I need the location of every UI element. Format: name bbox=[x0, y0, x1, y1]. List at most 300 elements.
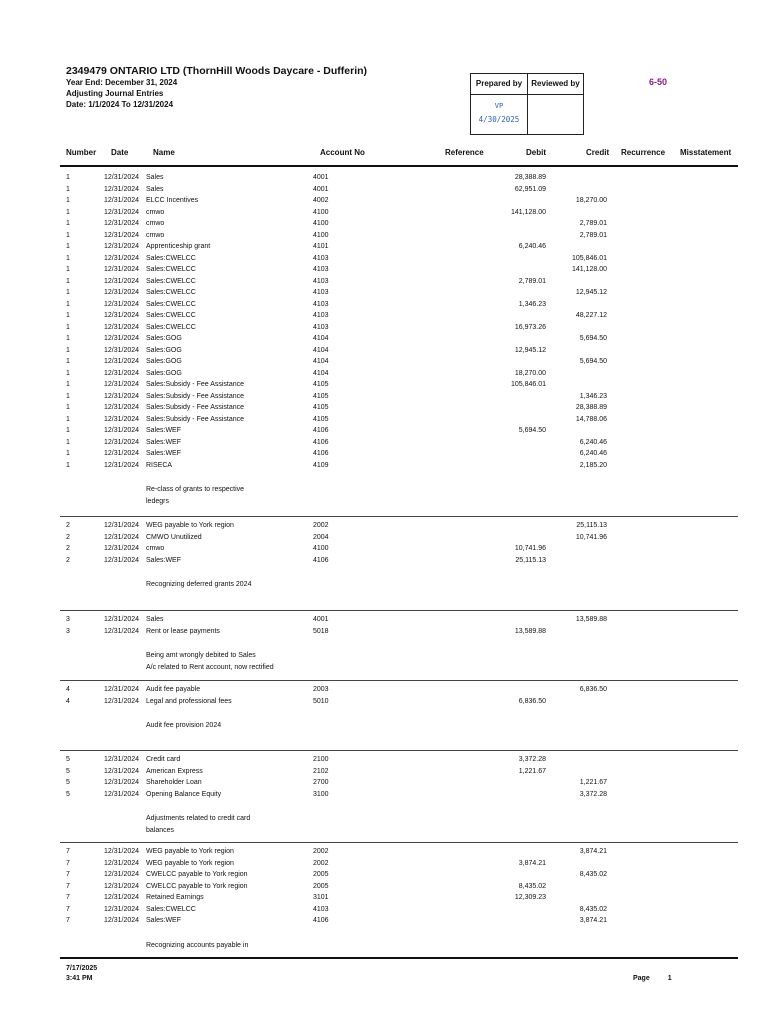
entry-memo: Recognizing deferred grants 2024 bbox=[146, 581, 252, 588]
journal-line bbox=[0, 869, 768, 881]
journal-line bbox=[0, 253, 768, 265]
account-number: 4106 bbox=[313, 450, 329, 457]
credit-amount: 1,221.67 bbox=[579, 779, 607, 786]
report-title: Adjusting Journal Entries bbox=[66, 89, 164, 98]
account-name: Sales:WEF bbox=[146, 450, 182, 457]
account-name: Sales:CWELCC bbox=[146, 323, 196, 331]
entry-number: 1 bbox=[66, 415, 70, 423]
entry-number: 1 bbox=[66, 185, 70, 193]
entry-number: 1 bbox=[66, 335, 70, 342]
page-indicator bbox=[633, 975, 672, 982]
account-number: 4104 bbox=[313, 335, 329, 342]
entry-number: 1 bbox=[66, 289, 70, 296]
account-name: Sales:CWELCC bbox=[146, 312, 196, 319]
account-number: 5018 bbox=[313, 627, 329, 635]
journal-line bbox=[0, 684, 768, 696]
entry-number: 4 bbox=[66, 686, 70, 693]
entry-number: 7 bbox=[66, 871, 70, 878]
journal-line bbox=[0, 207, 768, 219]
credit-amount: 25,115.13 bbox=[576, 522, 607, 529]
account-name: Sales bbox=[146, 174, 164, 181]
entry-date: 12/31/2024 bbox=[104, 767, 140, 775]
debit-amount: 141,128.00 bbox=[510, 208, 546, 216]
debit-amount: 12,945.12 bbox=[514, 346, 546, 354]
journal-line bbox=[0, 754, 768, 766]
entry-number: 1 bbox=[66, 220, 70, 227]
entry-number: 4 bbox=[66, 697, 70, 705]
account-number: 2002 bbox=[313, 522, 329, 529]
journal-line bbox=[0, 322, 768, 334]
entry-memo: ledegrs bbox=[146, 497, 169, 505]
account-number: 4103 bbox=[313, 254, 329, 262]
entry-number: 1 bbox=[66, 369, 70, 377]
account-number: 4001 bbox=[313, 616, 329, 623]
prepared-by-label: Prepared by bbox=[471, 74, 528, 95]
account-number: 4100 bbox=[313, 220, 329, 227]
account-name: Sales:Subsidy - Fee Assistance bbox=[146, 404, 245, 411]
header-rule bbox=[60, 165, 738, 167]
journal-line bbox=[0, 437, 768, 449]
account-number: 2005 bbox=[313, 871, 329, 878]
entry-number: 7 bbox=[66, 859, 70, 867]
account-name: Sales:CWELCC bbox=[146, 300, 196, 308]
account-name: Sales:CWELCC bbox=[146, 254, 196, 262]
account-name: American Express bbox=[146, 767, 203, 775]
journal-line bbox=[0, 789, 768, 801]
entry-number: 1 bbox=[66, 197, 70, 204]
account-name: Sales:Subsidy - Fee Assistance bbox=[146, 381, 245, 388]
report-header bbox=[66, 65, 367, 110]
journal-line bbox=[0, 543, 768, 555]
credit-amount: 2,789.01 bbox=[579, 231, 607, 239]
entry-date: 12/31/2024 bbox=[104, 335, 140, 342]
entry-date: 12/31/2024 bbox=[104, 381, 140, 388]
debit-amount: 8,435.02 bbox=[518, 882, 546, 890]
workpaper-reference: 6-50 bbox=[649, 77, 668, 87]
year-end: Year End: December 31, 2024 bbox=[66, 78, 178, 87]
credit-amount: 141,128.00 bbox=[571, 266, 607, 273]
credit-amount: 18,270.00 bbox=[575, 197, 607, 204]
debit-amount: 28,388.89 bbox=[514, 174, 546, 181]
account-number: 4103 bbox=[313, 312, 329, 319]
account-name: Sales:WEF bbox=[146, 427, 182, 434]
journal-line bbox=[0, 264, 768, 276]
account-name: Sales:Subsidy - Fee Assistance bbox=[146, 415, 245, 423]
account-number: 4106 bbox=[313, 917, 329, 924]
entry-date: 12/31/2024 bbox=[104, 323, 140, 331]
account-name: cmwo bbox=[146, 231, 165, 239]
entry-date: 12/31/2024 bbox=[104, 556, 140, 564]
account-name: Sales:WEF bbox=[146, 556, 182, 564]
entry-date: 12/31/2024 bbox=[104, 358, 140, 365]
debit-amount: 12,309.23 bbox=[514, 894, 546, 901]
date-range: Date: 1/1/2024 To 12/31/2024 bbox=[66, 100, 174, 109]
debit-amount: 13,589.88 bbox=[514, 627, 546, 635]
journal-line bbox=[0, 345, 768, 357]
entry-memo: Adjustments related to credit card bbox=[146, 815, 251, 822]
journal-line bbox=[0, 287, 768, 299]
entry-number: 1 bbox=[66, 254, 70, 262]
account-number: 4001 bbox=[313, 185, 329, 193]
credit-amount: 3,874.21 bbox=[579, 917, 607, 924]
account-name: Opening Balance Equity bbox=[146, 790, 222, 798]
credit-amount: 12,945.12 bbox=[575, 289, 607, 296]
account-number: 4101 bbox=[313, 243, 329, 250]
account-number: 2102 bbox=[313, 767, 329, 775]
account-number: 2003 bbox=[313, 686, 329, 693]
journal-line bbox=[0, 766, 768, 778]
account-number: 4103 bbox=[313, 266, 329, 273]
entry-number: 2 bbox=[66, 533, 70, 541]
account-name: Sales:WEF bbox=[146, 917, 182, 924]
debit-amount: 6,836.50 bbox=[518, 697, 546, 705]
entry-number: 7 bbox=[66, 905, 70, 913]
journal-line bbox=[0, 310, 768, 322]
entry-date: 12/31/2024 bbox=[104, 871, 140, 878]
entry-number: 5 bbox=[66, 767, 70, 775]
entry-memo: Being amt wrongly debited to Sales bbox=[146, 652, 256, 659]
journal-line bbox=[0, 402, 768, 414]
account-name: ELCC Incentives bbox=[146, 197, 199, 204]
account-number: 4100 bbox=[313, 208, 329, 216]
account-name: Credit card bbox=[146, 756, 181, 763]
entry-date: 12/31/2024 bbox=[104, 277, 140, 285]
entry-date: 12/31/2024 bbox=[104, 369, 140, 377]
debit-amount: 16,973.26 bbox=[514, 323, 546, 331]
account-name: cmwo bbox=[146, 208, 165, 216]
col-number: Number bbox=[66, 148, 97, 157]
print-time: 3:41 PM bbox=[66, 975, 93, 982]
entry-number: 1 bbox=[66, 323, 70, 331]
account-number: 2005 bbox=[313, 882, 329, 890]
col-credit: Credit bbox=[586, 148, 610, 157]
account-name: cmwo bbox=[146, 220, 165, 227]
account-name: Sales:GOG bbox=[146, 369, 182, 377]
print-date: 7/17/2025 bbox=[66, 965, 98, 972]
account-name: cmwo bbox=[146, 545, 165, 552]
account-name: Apprenticeship grant bbox=[146, 243, 211, 250]
account-number: 2002 bbox=[313, 859, 329, 867]
entry-date: 12/31/2024 bbox=[104, 392, 140, 400]
signoff-box bbox=[470, 73, 584, 135]
entry-memo: Recognizing accounts payable in bbox=[146, 941, 249, 949]
journal-line bbox=[0, 276, 768, 288]
account-name: Shareholder Loan bbox=[146, 779, 202, 786]
journal-line bbox=[0, 460, 768, 472]
entry-date: 12/31/2024 bbox=[104, 243, 140, 250]
entry-date: 12/31/2024 bbox=[104, 686, 140, 693]
debit-amount: 18,270.00 bbox=[514, 369, 546, 377]
account-name: Sales:Subsidy - Fee Assistance bbox=[146, 392, 245, 400]
entry-number: 1 bbox=[66, 392, 70, 400]
account-number: 4103 bbox=[313, 323, 329, 331]
account-number: 4105 bbox=[313, 415, 329, 423]
entry-number: 3 bbox=[66, 616, 70, 623]
journal-line bbox=[0, 333, 768, 345]
entry-date: 12/31/2024 bbox=[104, 220, 140, 227]
journal-line bbox=[0, 696, 768, 708]
entry-date: 12/31/2024 bbox=[104, 415, 140, 423]
entry-number: 2 bbox=[66, 556, 70, 564]
account-number: 4103 bbox=[313, 289, 329, 296]
account-number: 4105 bbox=[313, 404, 329, 411]
account-name: CWELCC payable to York region bbox=[146, 882, 248, 890]
entry-number: 2 bbox=[66, 545, 70, 552]
entry-date: 12/31/2024 bbox=[104, 312, 140, 319]
print-stamp bbox=[66, 964, 97, 984]
account-number: 3100 bbox=[313, 790, 329, 798]
account-name: Sales:GOG bbox=[146, 358, 182, 365]
entry-number: 3 bbox=[66, 627, 70, 635]
journal-line bbox=[0, 448, 768, 460]
account-number: 2002 bbox=[313, 848, 329, 855]
credit-amount: 1,346.23 bbox=[579, 392, 607, 400]
journal-line bbox=[0, 172, 768, 184]
account-name: CWELCC payable to York region bbox=[146, 871, 248, 878]
debit-amount: 3,372.28 bbox=[518, 756, 546, 763]
entry-number: 7 bbox=[66, 848, 70, 855]
credit-amount: 6,836.50 bbox=[579, 686, 607, 693]
entry-memo: balances bbox=[146, 826, 175, 834]
entry-divider bbox=[60, 842, 738, 843]
credit-amount: 28,388.89 bbox=[575, 404, 607, 411]
account-name: WEG payable to York region bbox=[146, 859, 234, 867]
entry-date: 12/31/2024 bbox=[104, 404, 140, 411]
account-name: WEG payable to York region bbox=[146, 522, 234, 529]
credit-amount: 10,741.96 bbox=[575, 533, 607, 541]
entry-date: 12/31/2024 bbox=[104, 346, 140, 354]
account-name: Sales:GOG bbox=[146, 335, 182, 342]
journal-line bbox=[0, 520, 768, 532]
col-account: Account No bbox=[320, 148, 365, 157]
entry-date: 12/31/2024 bbox=[104, 917, 140, 924]
entry-number: 1 bbox=[66, 243, 70, 250]
debit-amount: 62,951.09 bbox=[514, 185, 546, 193]
journal-line bbox=[0, 532, 768, 544]
entry-date: 12/31/2024 bbox=[104, 300, 140, 308]
journal-line bbox=[0, 892, 768, 904]
account-name: Sales:CWELCC bbox=[146, 289, 196, 296]
credit-amount: 105,846.01 bbox=[571, 254, 607, 262]
account-number: 4105 bbox=[313, 381, 329, 388]
account-number: 4104 bbox=[313, 369, 329, 377]
account-number: 3101 bbox=[313, 894, 329, 901]
entry-number: 1 bbox=[66, 461, 70, 469]
account-name: WEG payable to York region bbox=[146, 848, 234, 855]
journal-line bbox=[0, 904, 768, 916]
journal-line bbox=[0, 425, 768, 437]
journal-line bbox=[0, 195, 768, 207]
account-number: 4104 bbox=[313, 358, 329, 365]
entry-date: 12/31/2024 bbox=[104, 438, 140, 446]
entry-date: 12/31/2024 bbox=[104, 859, 140, 867]
journal-line bbox=[0, 184, 768, 196]
account-number: 4002 bbox=[313, 197, 329, 204]
debit-amount: 5,694.50 bbox=[518, 427, 546, 434]
company-name: 2349479 ONTARIO LTD (ThornHill Woods Daycare - Dufferin) bbox=[66, 65, 368, 77]
entry-memo: A/c related to Rent account, now rectified bbox=[146, 663, 274, 671]
credit-amount: 48,227.12 bbox=[575, 312, 607, 319]
account-name: Sales:CWELCC bbox=[146, 266, 196, 273]
credit-amount: 3,874.21 bbox=[579, 848, 607, 855]
journal-line bbox=[0, 777, 768, 789]
entry-date: 12/31/2024 bbox=[104, 616, 140, 623]
credit-amount: 8,435.02 bbox=[579, 871, 607, 878]
entry-date: 12/31/2024 bbox=[104, 185, 140, 193]
preparer-initials: VP bbox=[494, 102, 504, 110]
account-name: RISECA bbox=[146, 461, 173, 469]
entry-divider bbox=[60, 610, 738, 611]
entry-number: 2 bbox=[66, 522, 70, 529]
account-name: Sales:GOG bbox=[146, 346, 182, 354]
credit-amount: 2,185.20 bbox=[579, 461, 607, 469]
debit-amount: 2,789.01 bbox=[518, 277, 546, 285]
col-reference: Reference bbox=[445, 148, 484, 157]
entry-memo: Re-class of grants to respective bbox=[146, 486, 245, 493]
journal-line bbox=[0, 379, 768, 391]
account-number: 4106 bbox=[313, 438, 329, 446]
journal-line bbox=[0, 858, 768, 870]
col-recurrence: Recurrence bbox=[621, 148, 666, 157]
entry-number: 1 bbox=[66, 300, 70, 308]
debit-amount: 105,846.01 bbox=[510, 381, 546, 388]
entry-number: 1 bbox=[66, 427, 70, 434]
entry-divider bbox=[60, 680, 738, 681]
entry-divider bbox=[60, 750, 738, 751]
entry-number: 1 bbox=[66, 346, 70, 354]
entry-number: 5 bbox=[66, 790, 70, 798]
col-date: Date bbox=[111, 148, 129, 157]
entry-number: 1 bbox=[66, 277, 70, 285]
debit-amount: 6,240.46 bbox=[518, 243, 546, 250]
entry-number: 7 bbox=[66, 882, 70, 890]
account-name: Legal and professional fees bbox=[146, 697, 232, 705]
account-number: 4106 bbox=[313, 427, 329, 434]
entry-date: 12/31/2024 bbox=[104, 231, 140, 239]
account-number: 2100 bbox=[313, 756, 329, 763]
credit-amount: 14,788.06 bbox=[575, 415, 607, 423]
entry-number: 1 bbox=[66, 438, 70, 446]
entry-number: 1 bbox=[66, 381, 70, 388]
credit-amount: 5,694.50 bbox=[579, 358, 607, 365]
account-number: 4109 bbox=[313, 461, 329, 469]
debit-amount: 3,874.21 bbox=[518, 859, 546, 867]
journal-line bbox=[0, 915, 768, 927]
entry-date: 12/31/2024 bbox=[104, 461, 140, 469]
entry-date: 12/31/2024 bbox=[104, 779, 140, 786]
entry-date: 12/31/2024 bbox=[104, 545, 140, 552]
credit-amount: 8,435.02 bbox=[579, 905, 607, 913]
entry-date: 12/31/2024 bbox=[104, 882, 140, 890]
journal-line bbox=[0, 414, 768, 426]
account-number: 4100 bbox=[313, 231, 329, 239]
footer-rule bbox=[60, 957, 738, 959]
account-name: Sales bbox=[146, 616, 164, 623]
entry-date: 12/31/2024 bbox=[104, 697, 140, 705]
journal-line bbox=[0, 555, 768, 567]
entry-number: 1 bbox=[66, 231, 70, 239]
journal-line bbox=[0, 368, 768, 380]
account-number: 4106 bbox=[313, 556, 329, 564]
debit-amount: 25,115.13 bbox=[515, 556, 546, 564]
account-number: 4100 bbox=[313, 545, 329, 552]
entry-date: 12/31/2024 bbox=[104, 427, 140, 434]
account-name: Sales:WEF bbox=[146, 438, 182, 446]
debit-amount: 10,741.96 bbox=[514, 545, 546, 552]
entry-number: 1 bbox=[66, 208, 70, 216]
entry-number: 1 bbox=[66, 404, 70, 411]
account-name: CMWO Unutilized bbox=[146, 533, 202, 541]
entry-date: 12/31/2024 bbox=[104, 266, 140, 273]
journal-line bbox=[0, 241, 768, 253]
account-name: Sales:CWELCC bbox=[146, 905, 196, 913]
debit-amount: 1,346.23 bbox=[518, 300, 546, 308]
account-number: 2004 bbox=[313, 533, 329, 541]
col-misstatement: Misstatement bbox=[680, 148, 732, 157]
account-name: Sales:CWELCC bbox=[146, 277, 196, 285]
account-name: Retained Earnings bbox=[146, 894, 204, 901]
entry-number: 7 bbox=[66, 894, 70, 901]
entry-number: 1 bbox=[66, 312, 70, 319]
entry-date: 12/31/2024 bbox=[104, 450, 140, 457]
account-number: 4104 bbox=[313, 346, 329, 354]
credit-amount: 2,789.01 bbox=[579, 220, 607, 227]
entry-number: 5 bbox=[66, 779, 70, 786]
credit-amount: 5,694.50 bbox=[579, 335, 607, 342]
entry-number: 1 bbox=[66, 450, 70, 457]
debit-amount: 1,221.67 bbox=[518, 767, 546, 775]
account-number: 2700 bbox=[313, 779, 329, 786]
account-number: 4103 bbox=[313, 300, 329, 308]
entry-number: 1 bbox=[66, 174, 70, 181]
account-name: Sales bbox=[146, 185, 164, 193]
entry-date: 12/31/2024 bbox=[104, 289, 140, 296]
entry-date: 12/31/2024 bbox=[104, 254, 140, 262]
entry-date: 12/31/2024 bbox=[104, 627, 140, 635]
journal-line bbox=[0, 846, 768, 858]
account-number: 4105 bbox=[313, 392, 329, 400]
journal-line bbox=[0, 230, 768, 242]
entry-memo: Audit fee provision 2024 bbox=[146, 722, 222, 729]
entry-date: 12/31/2024 bbox=[104, 533, 140, 541]
entry-date: 12/31/2024 bbox=[104, 790, 140, 798]
journal-line bbox=[0, 626, 768, 638]
entry-date: 12/31/2024 bbox=[104, 522, 140, 529]
journal-line bbox=[0, 391, 768, 403]
journal-line bbox=[0, 881, 768, 893]
col-debit: Debit bbox=[526, 148, 546, 157]
page-number: 1 bbox=[667, 975, 672, 982]
entry-number: 7 bbox=[66, 917, 70, 924]
entry-divider bbox=[60, 516, 738, 517]
page-label: Page bbox=[633, 975, 650, 982]
credit-amount: 3,372.28 bbox=[579, 790, 607, 798]
entry-date: 12/31/2024 bbox=[104, 756, 140, 763]
journal-line bbox=[0, 356, 768, 368]
entry-date: 12/31/2024 bbox=[104, 174, 140, 181]
reviewed-by-label: Reviewed by bbox=[528, 74, 583, 95]
account-name: Audit fee payable bbox=[146, 686, 201, 693]
entry-date: 12/31/2024 bbox=[104, 208, 140, 216]
journal-line bbox=[0, 299, 768, 311]
account-number: 4103 bbox=[313, 905, 329, 913]
prepared-by-cell bbox=[471, 95, 528, 134]
entry-number: 5 bbox=[66, 756, 70, 763]
col-name: Name bbox=[153, 148, 175, 157]
account-number: 5010 bbox=[313, 697, 329, 705]
entry-date: 12/31/2024 bbox=[104, 905, 140, 913]
prepared-date: 4/30/2025 bbox=[478, 115, 520, 124]
